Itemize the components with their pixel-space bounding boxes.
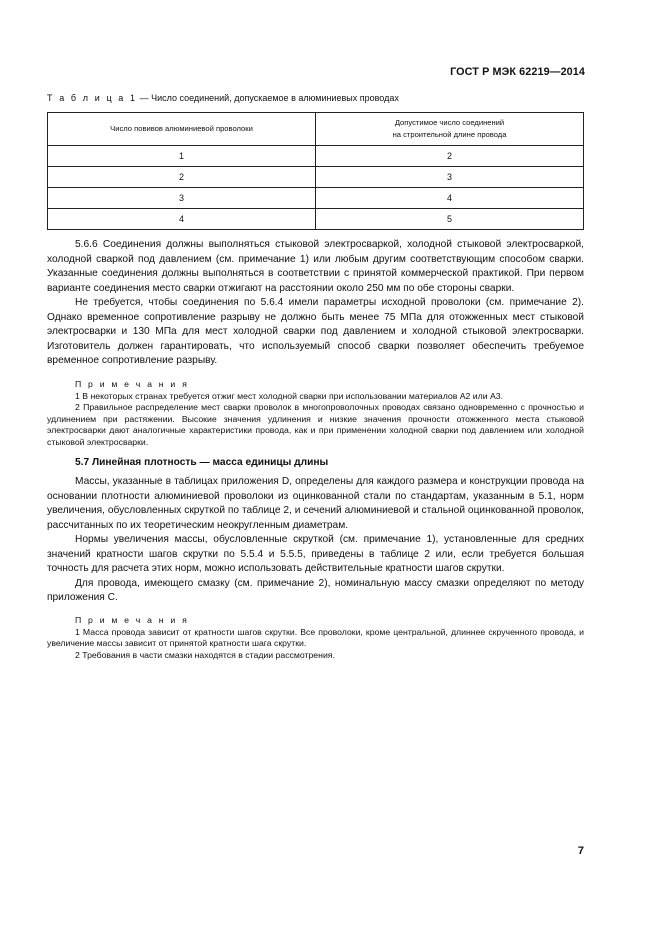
joints-table — [47, 112, 584, 230]
cell-joints: 3 — [316, 167, 584, 188]
column-header-joints-line2: на строительной длине провода — [392, 130, 507, 139]
cell-layers: 3 — [48, 188, 316, 209]
cell-layers: 4 — [48, 209, 316, 230]
notes-block-1 — [47, 379, 584, 448]
section-5-6-6 — [47, 238, 584, 369]
cell-layers: 1 — [48, 146, 316, 167]
page-number: 7 — [577, 845, 584, 857]
paragraph-5-6-6-strength: Не требуется, чтобы соединения по 5.6.4 имели параметры исходной проволоки (см. примечание 2). Однако временное сопротивление разрыву не должно быть менее 75 МПа для отожженных мест стыковой электросварки и 130 МПа для мест холодной сварки под давлением и холодной стыковой электросварки. Изготовитель должен гарантировать, что используемый способ сварки позволяет обеспечить требуемое временное сопротивление разрыву. — [47, 297, 584, 366]
note-item: 2 Правильное распределение мест сварки проволок в многопроволочных проводах связано одновременно с прочностью и удлинением при растяжении. Высокие значения удлинения и низкие значения прочности отожженного места стыковой электросварки дают аналогичные характеристики провода, как и при применении холодной сварки под давлением или холодной стыковой электросварки. — [47, 402, 584, 447]
column-header-joints — [316, 113, 584, 146]
section-5-7 — [47, 475, 584, 606]
column-header-joints-line1: Допустимое число соединений — [394, 118, 505, 127]
section-5-7-title: 5.7 Линейная плотность — масса единицы длины — [75, 457, 329, 468]
column-header-layers: Число повивов алюминиевой проволоки — [48, 113, 316, 146]
document-id-header: ГОСТ Р МЭК 62219—2014 — [450, 66, 585, 78]
notes-heading: П р и м е ч а н и я — [75, 615, 189, 625]
note-item: 1 В некоторых странах требуется отжиг мест холодной сварки при использовании материалов А2 или А3. — [75, 390, 504, 401]
paragraph-5-7-grease: Для провода, имеющего смазку (см. примечание 2), номинальную массу смазки определяют по методу приложения С. — [47, 577, 584, 603]
notes-block-2 — [47, 615, 584, 661]
table-row — [48, 146, 584, 167]
table-1-label: Т а б л и ц а 1 — [47, 93, 138, 103]
table-row — [48, 188, 584, 209]
cell-joints: 4 — [316, 188, 584, 209]
table-row — [48, 167, 584, 188]
cell-joints: 2 — [316, 146, 584, 167]
table-1-caption — [47, 93, 399, 103]
cell-layers: 2 — [48, 167, 316, 188]
table-header-row — [48, 113, 584, 146]
paragraph-5-7-increase: Нормы увеличения массы, обусловленные скруткой (см. примечание 1), установленные для средних значений кратности шагов скрутки по 5.5.4 и 5.5.5, приведены в таблице 2 или, если требуется большая точность для расчета этих норм, можно использовать действительные кратности шагов скрутки. — [47, 534, 584, 574]
cell-joints: 5 — [316, 209, 584, 230]
table-1-title: — Число соединений, допускаемое в алюминиевых проводах — [137, 93, 399, 103]
note-item: 1 Масса провода зависит от кратности шагов скрутки. Все проволоки, кроме центральной, длиннее скрученного провода, и увеличение массы зависит от принятой кратности шага скрутки. — [47, 626, 584, 648]
note-item: 2 Требования в части смазки находятся в стадии рассмотрения. — [75, 649, 335, 660]
notes-heading: П р и м е ч а н и я — [75, 379, 189, 389]
paragraph-5-7-masses: Массы, указанные в таблицах приложения D, определены для каждого размера и конструкции провода на основании плотности алюминиевой проволоки из оцинкованной стали по стандартам, указанным в 5.1, норм увеличения, обусловленных скруткой по таблице 2, и сечений алюминиевой и стальной оцинкованной проволок, рассчитанных по их теоретическим неокругленным диаметрам. — [47, 476, 584, 531]
paragraph-5-6-6-welding: 5.6.6 Соединения должны выполняться стыковой электросваркой, холодной стыковой электросваркой, холодной сваркой под давлением (см. примечание 1) или любым другим соответствующим способом сварки. Указанные соединения должны выполняться в соответствии с принятой коммерческой практикой. При первом варианте соединения место сварки отжигают на расстоянии около 250 мм по обе стороны сварки. — [47, 239, 584, 294]
table-row — [48, 209, 584, 230]
